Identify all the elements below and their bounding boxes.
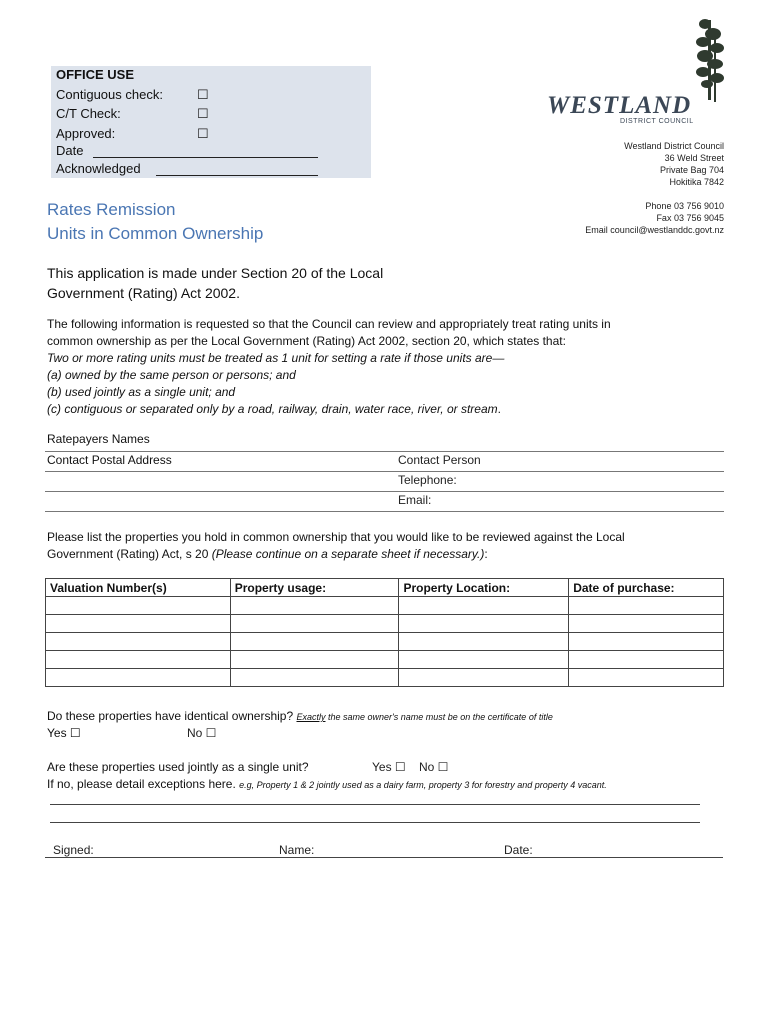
header-property-usage: Property usage:	[230, 579, 399, 597]
header-property-location: Property Location:	[399, 579, 569, 597]
table-header-row	[46, 579, 724, 597]
exceptions-text: If no, please detail exceptions here.	[47, 777, 240, 791]
jointly-no-checkbox[interactable]: No ☐	[419, 760, 449, 774]
logo-wordmark: WESTLAND	[547, 92, 692, 119]
ct-checkbox[interactable]: ☐	[197, 106, 209, 121]
contact-person-label: Contact Person	[398, 453, 481, 467]
list-line-1: Please list the properties you hold in common ownership that you would like to be reviewed against the Local	[47, 530, 625, 544]
table-cell[interactable]	[230, 669, 399, 687]
council-contact	[585, 200, 724, 236]
table-cell[interactable]	[46, 615, 231, 633]
ownership-yes-checkbox[interactable]: Yes ☐	[47, 726, 81, 740]
contiguous-check-label: Contiguous check:	[56, 87, 163, 102]
ownership-no-checkbox[interactable]: No ☐	[187, 726, 217, 740]
body-line-2: common ownership as per the Local Government (Rating) Act 2002, section 20, which states that:	[47, 334, 566, 348]
table-cell[interactable]	[46, 651, 231, 669]
table-cell[interactable]	[399, 669, 569, 687]
table-row	[46, 669, 724, 687]
exceptions-instruction	[47, 776, 607, 794]
table-cell[interactable]	[46, 669, 231, 687]
email-field[interactable]	[45, 511, 724, 512]
date-field[interactable]	[93, 157, 318, 158]
jointly-used-question: Are these properties used jointly as a single unit?	[47, 760, 309, 774]
header-valuation-number: Valuation Number(s)	[46, 579, 231, 597]
body-italic-2: (a) owned by the same person or persons; and	[47, 368, 296, 382]
intro-line-1: This application is made under Section 20 of the Local	[47, 265, 384, 281]
address-line-2: 36 Weld Street	[664, 153, 724, 163]
office-use-box	[51, 66, 371, 178]
westland-logo	[545, 12, 730, 132]
phone-number: Phone 03 756 9010	[645, 201, 724, 211]
intro-line-2: Government (Rating) Act 2002.	[47, 285, 240, 301]
list-line-2a: Government (Rating) Act, s 20	[47, 547, 212, 561]
council-address	[624, 140, 724, 188]
body-line-1: The following information is requested so that the Council can review and appropriately treat rating units in	[47, 317, 611, 331]
intro-text	[47, 263, 383, 303]
body-italic-4-end: .	[497, 402, 501, 416]
table-cell[interactable]	[230, 651, 399, 669]
logo-subtitle: DISTRICT COUNCIL	[620, 118, 694, 125]
contact-person-field[interactable]	[45, 471, 724, 472]
table-cell[interactable]	[569, 651, 724, 669]
date-sign-label: Date:	[504, 843, 533, 857]
property-table	[45, 578, 724, 687]
form-subtitle: Units in Common Ownership	[47, 224, 264, 243]
signed-label: Signed:	[53, 843, 94, 857]
telephone-field[interactable]	[45, 491, 724, 492]
table-cell[interactable]	[399, 597, 569, 615]
postal-address-label: Contact Postal Address	[47, 453, 172, 467]
ratepayers-names-label: Ratepayers Names	[47, 432, 150, 446]
body-italic-3: (b) used jointly as a single unit; and	[47, 385, 236, 399]
body-italic-4: (c) contiguous or separated only by a road, railway, drain, water race, river, or stream	[47, 402, 498, 416]
table-cell[interactable]	[46, 633, 231, 651]
ownership-question	[47, 708, 553, 726]
exceptions-line-2[interactable]	[50, 822, 700, 823]
jointly-yes-checkbox[interactable]: Yes ☐	[372, 760, 406, 774]
table-cell[interactable]	[46, 597, 231, 615]
header-date-of-purchase: Date of purchase:	[569, 579, 724, 597]
table-row	[46, 633, 724, 651]
signature-line[interactable]	[45, 857, 723, 858]
list-line-2c: :	[484, 547, 488, 561]
name-label: Name:	[279, 843, 315, 857]
ownership-question-text: Do these properties have identical ownership?	[47, 709, 297, 723]
address-line-3: Private Bag 704	[659, 165, 724, 175]
office-use-title: OFFICE USE	[56, 67, 135, 82]
table-cell[interactable]	[569, 669, 724, 687]
email-label: Email:	[398, 493, 432, 507]
approved-label: Approved:	[56, 126, 116, 141]
email-address: Email council@westlanddc.govt.nz	[585, 225, 724, 235]
ct-check-label: C/T Check:	[56, 106, 121, 121]
fax-number: Fax 03 756 9045	[656, 213, 724, 223]
list-instructions	[47, 529, 625, 563]
exceptions-line-1[interactable]	[50, 804, 700, 805]
form-title: Rates Remission	[47, 200, 176, 219]
table-cell[interactable]	[230, 633, 399, 651]
table-cell[interactable]	[569, 633, 724, 651]
address-line-4: Hokitika 7842	[669, 177, 724, 187]
ownership-note: the same owner's name must be on the certificate of title	[325, 712, 553, 722]
acknowledged-field[interactable]	[156, 175, 318, 176]
table-cell[interactable]	[230, 597, 399, 615]
table-row	[46, 651, 724, 669]
table-cell[interactable]	[399, 633, 569, 651]
exceptions-example: e.g, Property 1 & 2 jointly used as a dairy farm, property 3 for forestry and property 4 vacant.	[239, 780, 607, 790]
table-cell[interactable]	[399, 651, 569, 669]
body-italic-1: Two or more rating units must be treated as 1 unit for setting a rate if those units are—	[47, 351, 505, 365]
date-label: Date	[56, 143, 84, 158]
table-row	[46, 597, 724, 615]
acknowledged-label: Acknowledged	[56, 161, 141, 176]
address-line-1: Westland District Council	[624, 141, 724, 151]
table-cell[interactable]	[399, 615, 569, 633]
ownership-note-exactly: Exactly	[296, 712, 326, 722]
list-line-2b: (Please continue on a separate sheet if necessary.)	[211, 547, 485, 561]
table-cell[interactable]	[569, 615, 724, 633]
table-row	[46, 615, 724, 633]
approved-checkbox[interactable]: ☐	[197, 126, 209, 141]
body-text	[47, 316, 611, 418]
contiguous-checkbox[interactable]: ☐	[197, 87, 209, 102]
table-cell[interactable]	[569, 597, 724, 615]
table-cell[interactable]	[230, 615, 399, 633]
telephone-label: Telephone:	[398, 473, 457, 487]
